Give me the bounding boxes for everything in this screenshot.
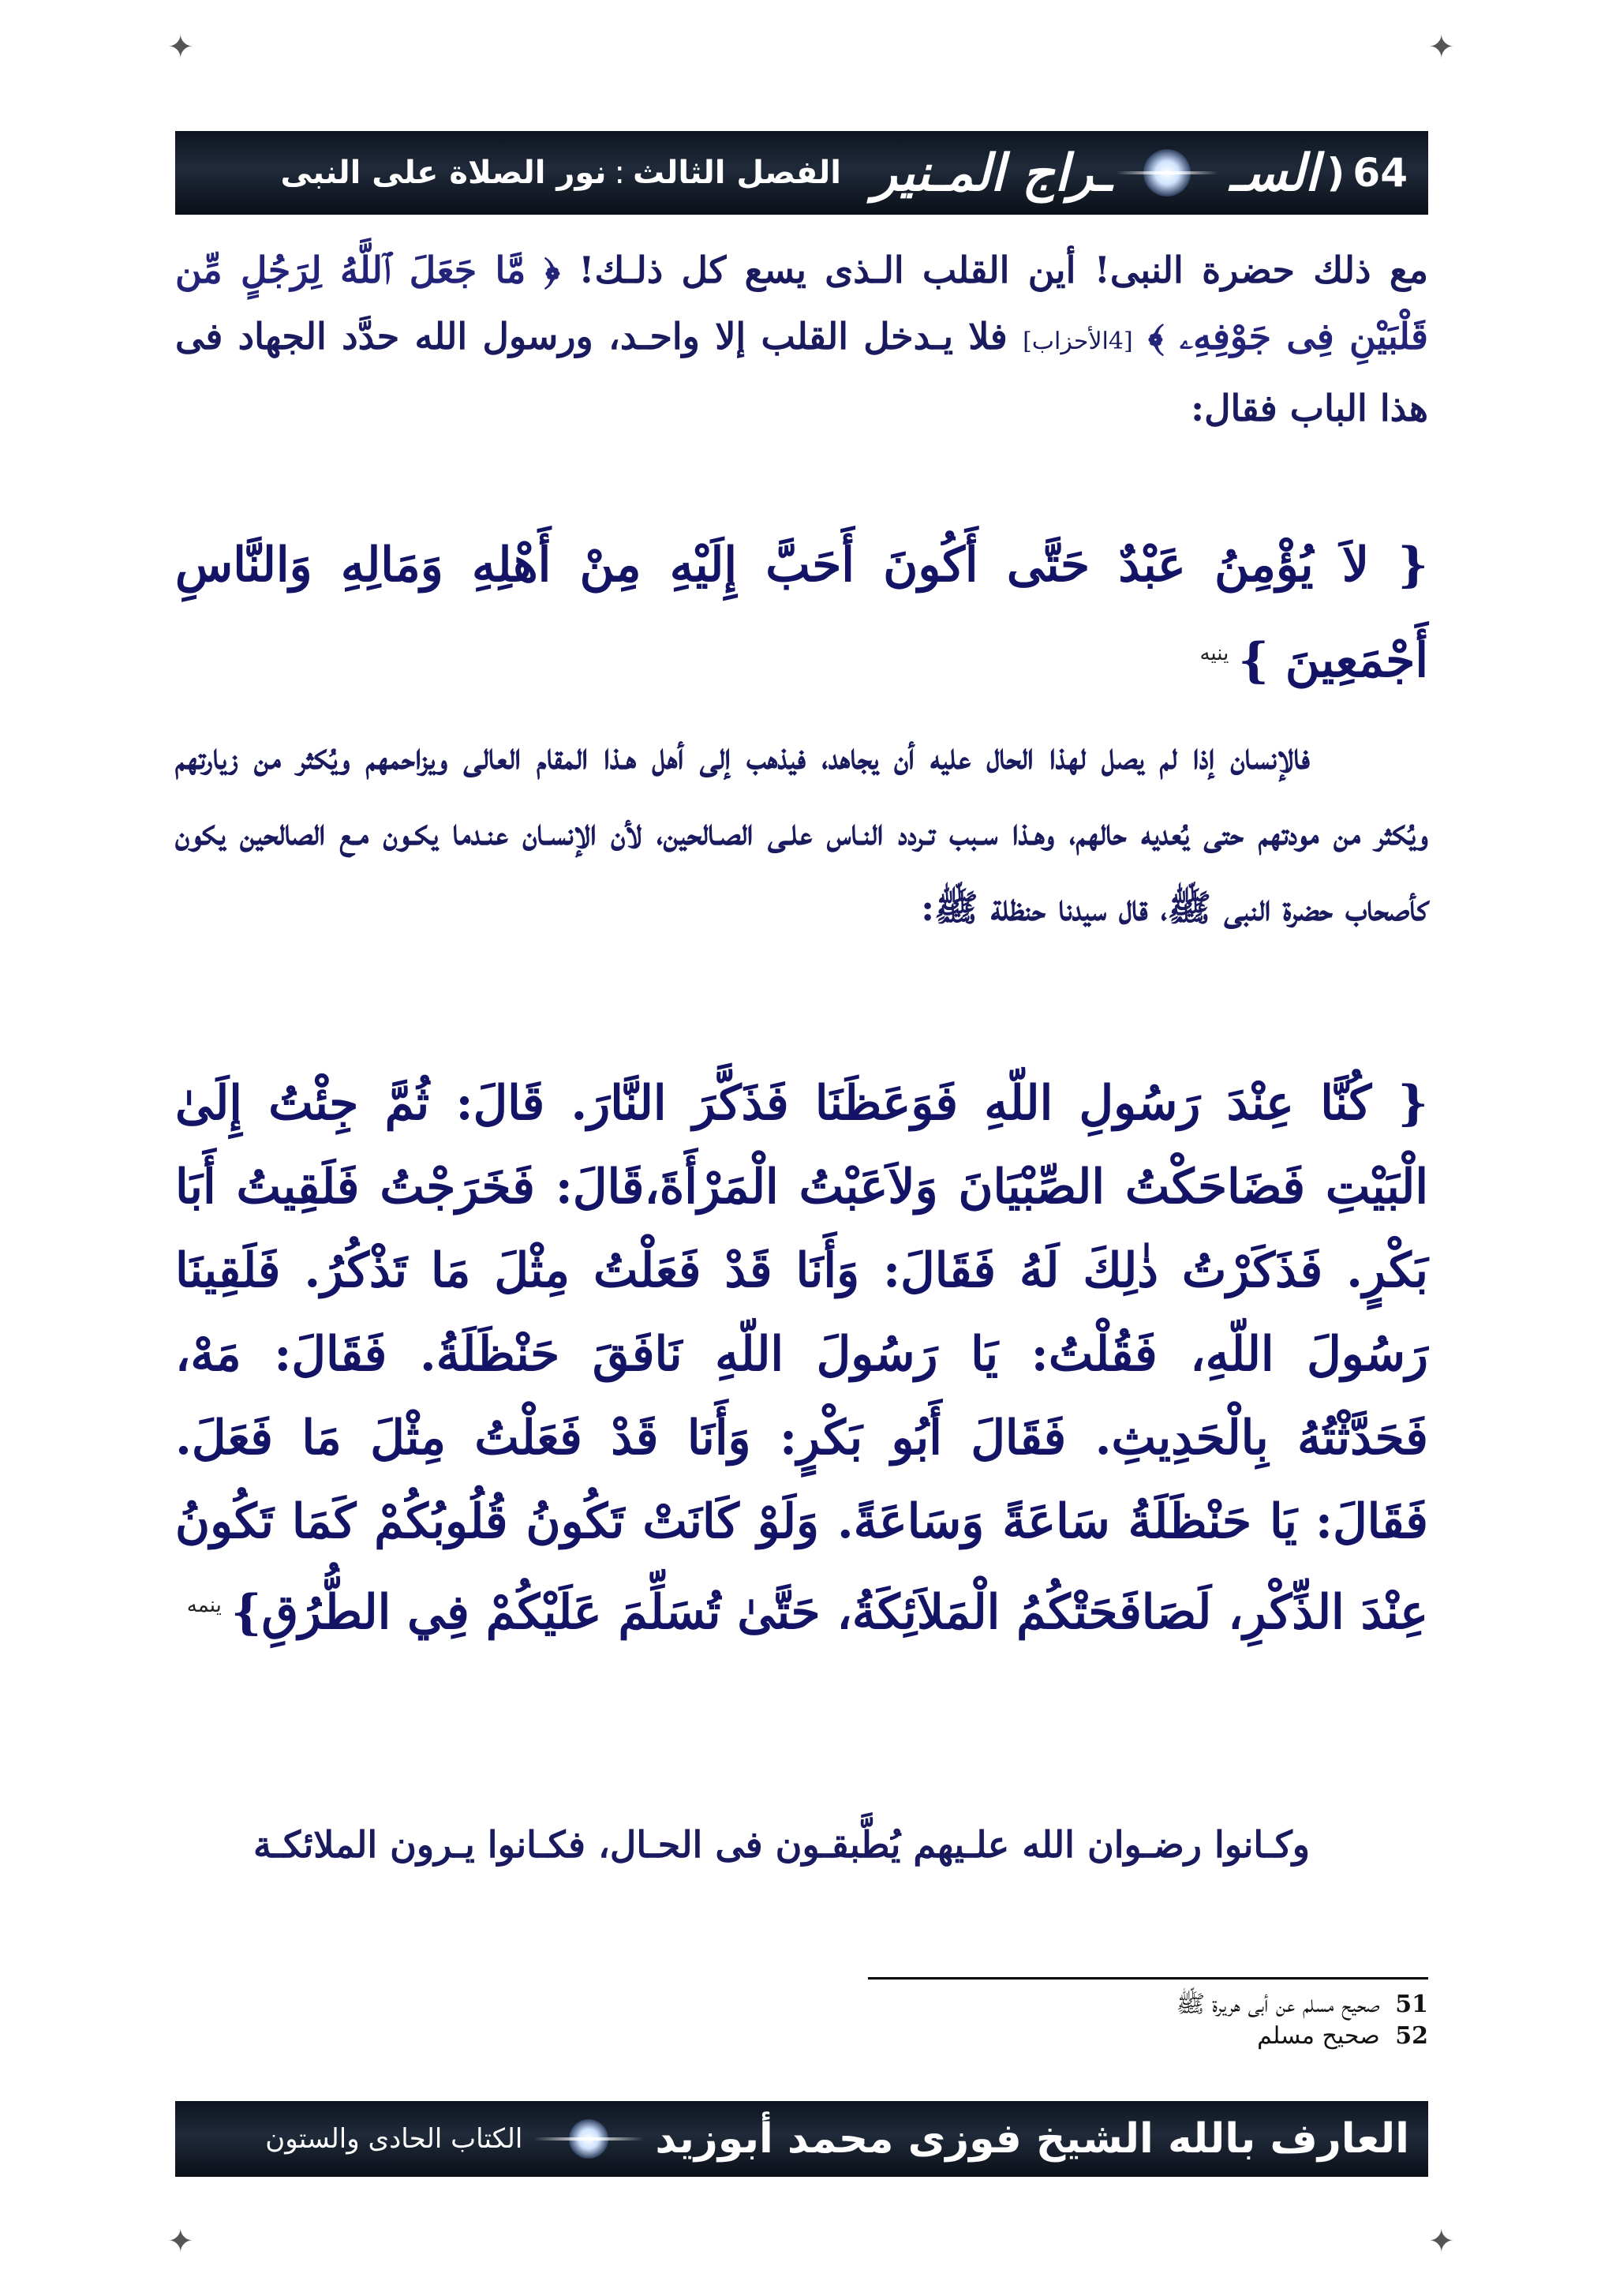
sparkle-icon: ✦ (1428, 29, 1455, 66)
chapter-title: نور الصلاة على النبى (280, 155, 607, 191)
verse-reference: [4الأحزاب] (1023, 328, 1133, 355)
page-number: 64 (1352, 150, 1408, 196)
book-number: الكتاب الحادى والستون (265, 2123, 523, 2155)
footnote-item (868, 2021, 1428, 2052)
hadith-quote-2-text: { كُنَّا عِنْدَ رَسُولِ اللّهِ فَوَعَظَنَا فَذَكَّرَ النَّارَ. قَالَ: ثُمَّ جِئْتُ إِلَىٰ الْبَيْتِ فَضَاحَكْتُ الصِّبْيَانَ وَلاَعَبْتُ الْمَرْأَةَ،قَالَ: فَخَرَجْتُ فَلَقِيتُ أَبَا بَكْرٍ. فَذَكَرْتُ ذٰلِكَ لَهُ فَقَالَ: وَأَنَا قَدْ فَعَلْتُ مِثْلَ مَا تَذْكُرُ. فَلَقِينَا رَسُولَ اللّهِ، فَقُلْتُ: يَا رَسُولَ اللّهِ نَافَقَ حَنْظَلَةُ. فَقَالَ: مَهْ، فَحَدَّثْتُهُ بِالْحَدِيثِ. فَقَالَ أَبُو بَكْرٍ: وَأَنَا قَدْ فَعَلْتُ مِثْلَ مَا فَعَلَ. فَقَالَ: يَا حَنْظَلَةُ سَاعَةً وَسَاعَةً. وَلَوْ كَانَتْ تَكُونُ قُلُوبُكُمْ كَمَا تَكُونُ عِنْدَ الذِّكْرِ، لَصَافَحَتْكُمُ الْمَلاَئِكَةُ، حَتَّىٰ تُسَلِّمَ عَلَيْكُمْ فِي الطُّرُقِ} (175, 1076, 1428, 1640)
star-glow-icon (533, 2103, 644, 2174)
footnote-number: 52 (1395, 2022, 1428, 2050)
page-header (175, 131, 1428, 215)
star-glow-icon (1116, 133, 1218, 212)
author-name: العارف بالله الشيخ فوزى محمد أبوزيد (655, 2115, 1409, 2163)
hadith-quote-2 (175, 1062, 1428, 1654)
footnote-number: 51 (1395, 1991, 1428, 2018)
footnote-divider (868, 1977, 1428, 1980)
sparkle-icon: ✦ (1428, 2223, 1455, 2260)
hadith-quote-1 (175, 521, 1428, 705)
footnote-marker-51: ينيه (1199, 642, 1229, 665)
footnote-item (868, 1989, 1428, 2021)
hadith-quote-1-text: { لاَ يُؤْمِنُ عَبْدٌ حَتَّى أَكُونَ أَحَبَّ إِلَيْهِ مِنْ أَهْلِهِ وَمَالِهِ وَالنَّاسِ أَجْمَعِينَ } (175, 537, 1429, 688)
paragraph-1-text-a: مع ذلك حضرة النبى! أين القلب الـذى يسع كل ذلـك! (559, 249, 1428, 291)
footnote-marker-52: ينمه (186, 1594, 222, 1617)
sparkle-icon: ✦ (167, 29, 194, 66)
sparkle-icon: ✦ (167, 2223, 194, 2260)
footnotes (868, 1989, 1428, 2052)
page-number-paren: ( (1326, 150, 1345, 196)
page-footer (175, 2101, 1428, 2177)
chapter-separator: : (614, 155, 625, 191)
book-title-part1: السـ (1229, 143, 1319, 203)
chapter-label: الفصل الثالث (633, 155, 842, 191)
book-title-part2: ـراج المـنير (873, 143, 1112, 203)
footnote-text: صحيح مسلم (1257, 2022, 1380, 2050)
footnote-text: صحيح مسلم عن أبى هريرة ﷺ (1176, 1991, 1380, 2018)
paragraph-2: فالإنسان إذا لم يصل لهذا الحال عليه أن يجاهد، فيذهب إلى أهل هـذا المقام العالى ويزاحمهم ويُكثر من زيارتهم ويُكثر من مودتهم حتى يُعديه حالهم، وهـذا سـبب تـردد النـاس علـى الصـالحين، لأن الإنسـان عنـدما يكـون مـع الصالحين يكون كأصحاب حضرة النبى ﷺ، قال سيدنا حنظلة ﷺ: (175, 735, 1429, 929)
paragraph-1-text-b: فلا يـدخل القلب إلا واحـد، ورسول الله حدَّد الجهاد فى هذا الباب فقال: (175, 315, 1428, 429)
paragraph-3: وكـانوا رضـوان الله علـيهم يُطَّبقـون فى الحـال، فكـانوا يـرون الملائكـة (252, 1823, 1310, 1866)
paragraph-1 (175, 237, 1428, 441)
quran-verse: ﴿ مَّا جَعَلَ ٱللَّهُ لِرَجُلٍ مِّن قَلْبَيْنِ فِى جَوْفِهِۦ ﴾ (175, 249, 1428, 358)
